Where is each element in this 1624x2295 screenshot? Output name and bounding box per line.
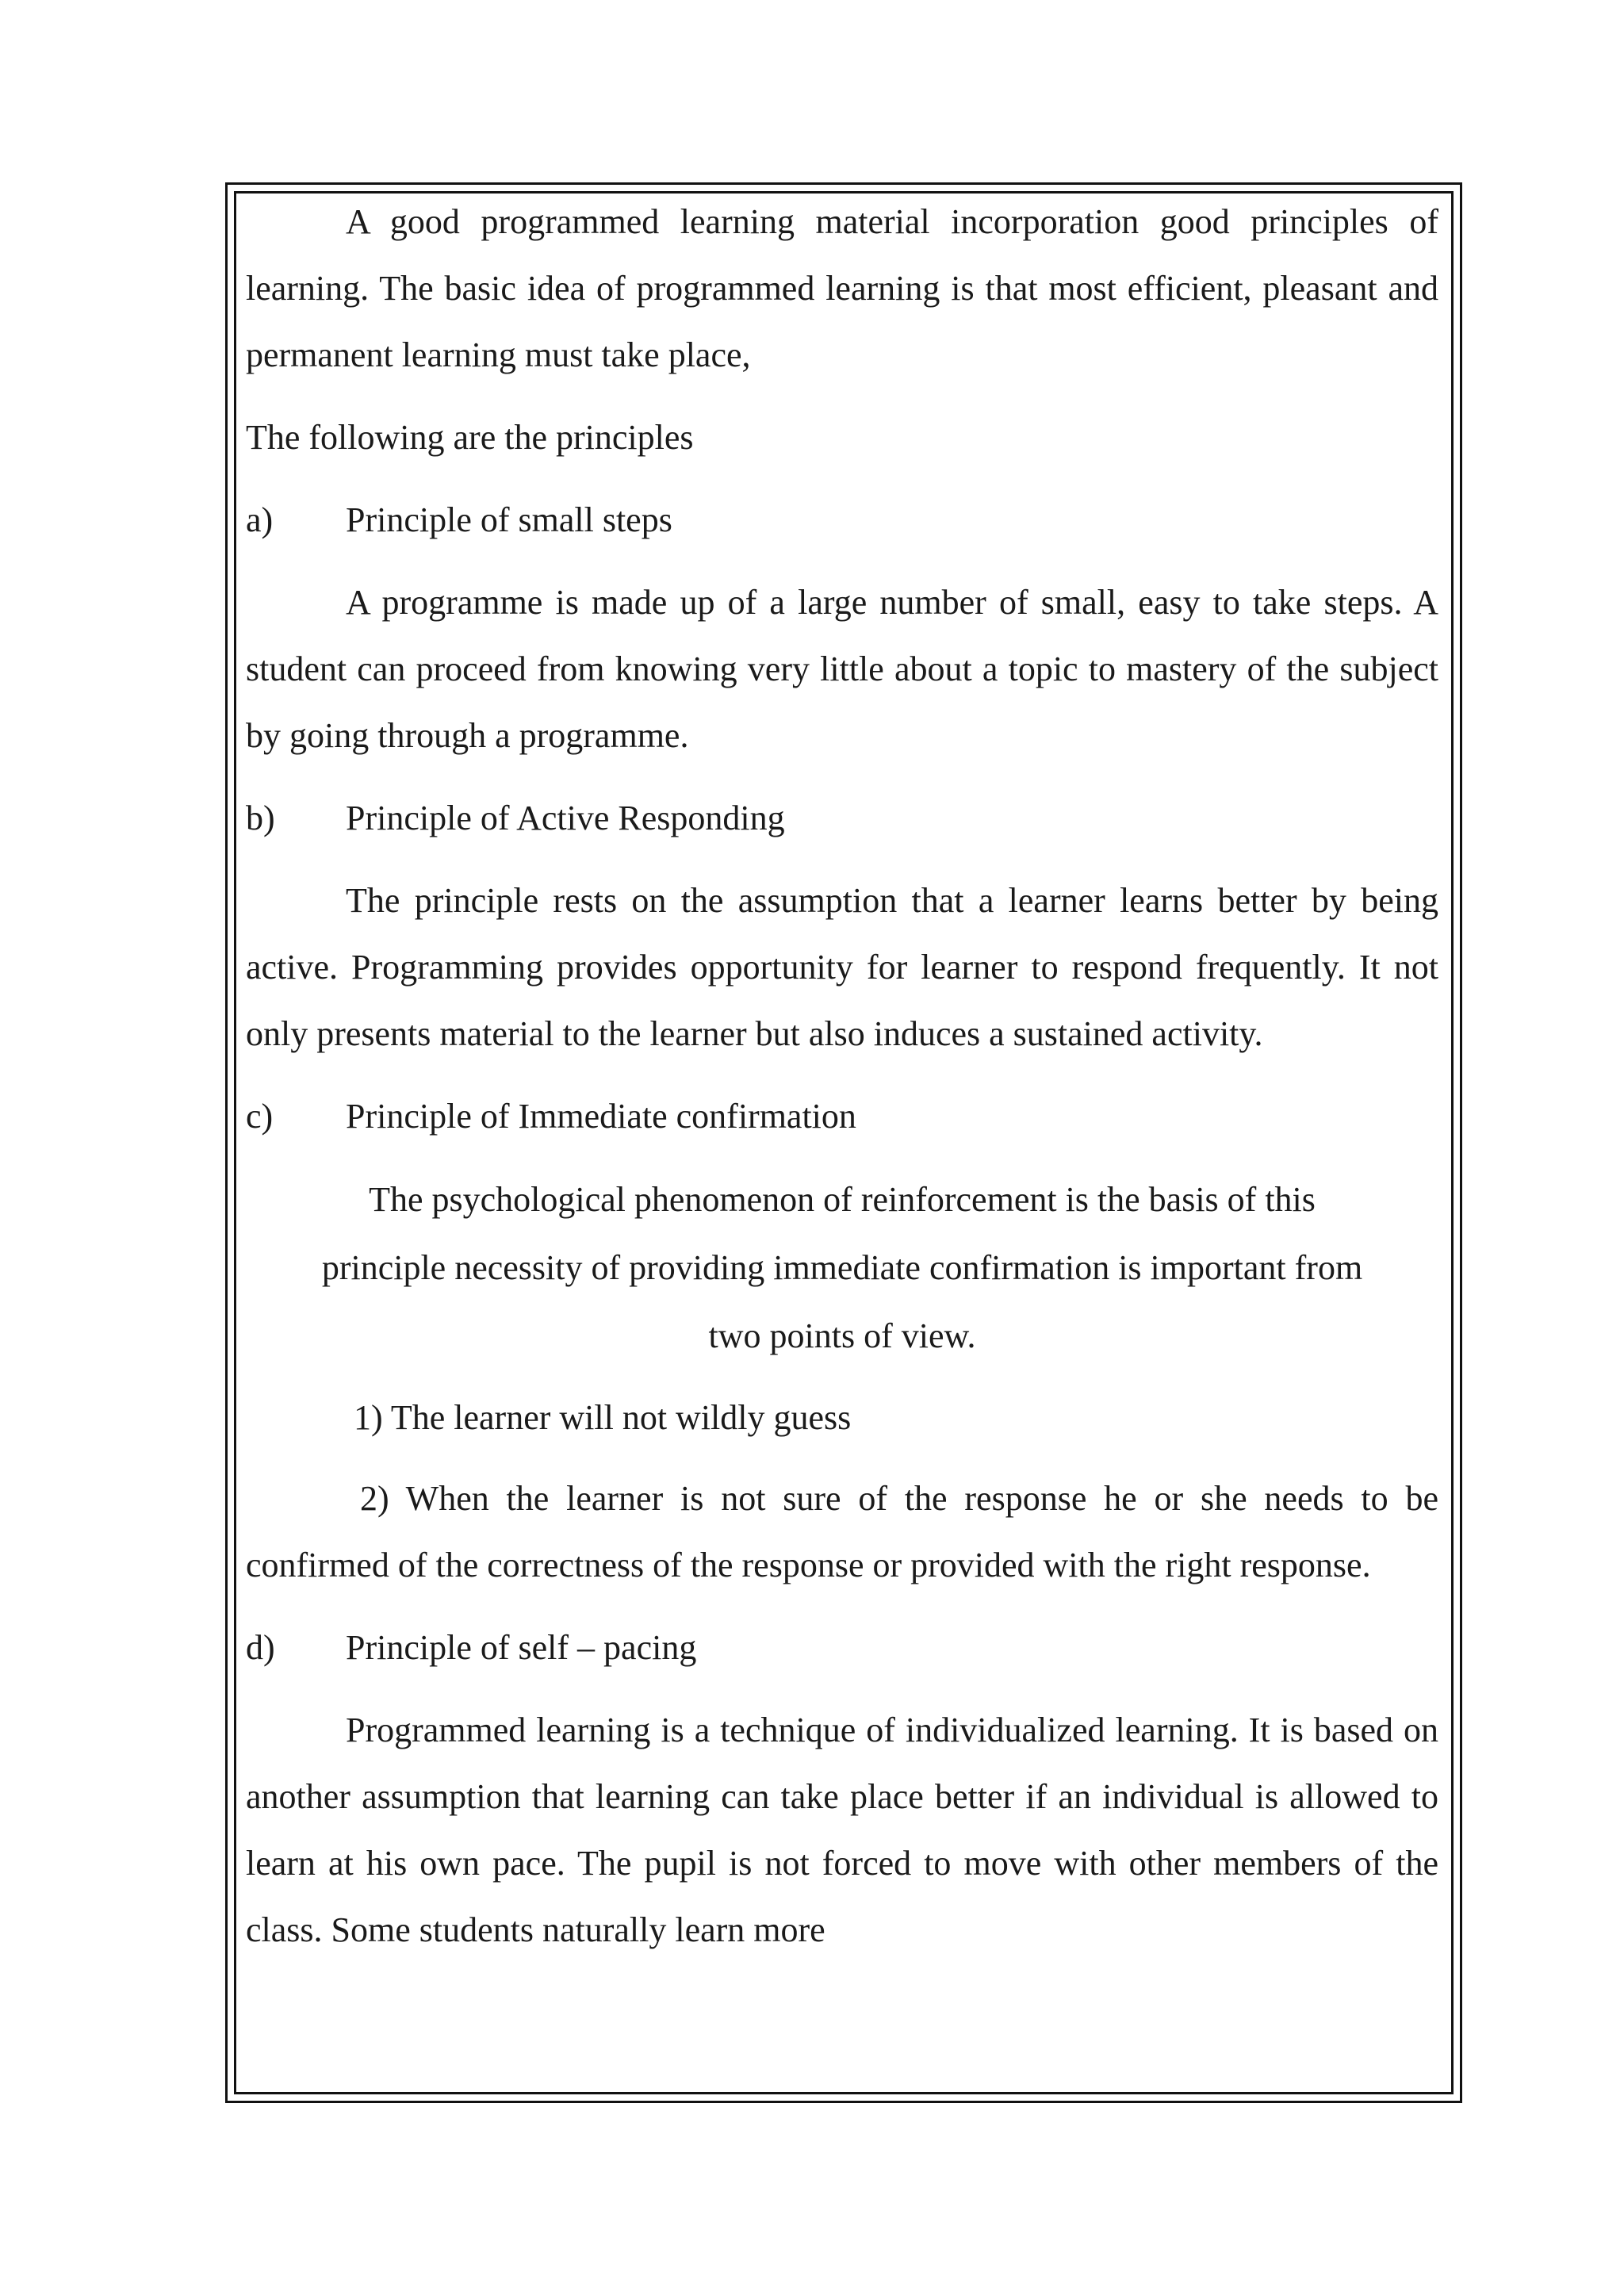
principle-a-heading <box>246 487 1438 554</box>
principles-lead: The following are the principles <box>246 418 694 457</box>
intro-paragraph: A good programmed learning material incorporation good principles of learning. The basic idea of programmed learning is that most efficient, pleasant and permanent learning must take place, <box>246 202 1438 374</box>
principle-d-body: Programmed learning is a technique of individualized learning. It is based on another assumption that learning can take place better if an individual is allowed to learn at his own pace. The pupil is not forced to move with other members of the class. Some students naturally learn more <box>246 1711 1438 1949</box>
principle-b-heading <box>246 785 1438 852</box>
principle-heading: Principle of Immediate confirmation <box>346 1097 856 1136</box>
list-marker: d) <box>246 1628 275 1667</box>
principle-c-point-1: 1) The learner will not wildly guess <box>354 1398 852 1437</box>
principle-c-body-line: The psychological phenomenon of reinforcement is the basis of this <box>369 1180 1316 1219</box>
principle-d-heading <box>246 1615 1438 1681</box>
list-marker: c) <box>246 1097 274 1136</box>
principle-c-heading <box>246 1083 1438 1150</box>
principle-c-body-line: two points of view. <box>708 1316 976 1355</box>
principle-heading: Principle of self – pacing <box>346 1628 697 1667</box>
list-marker: b) <box>246 799 275 837</box>
principle-c-body-line: principle necessity of providing immediate confirmation is important from <box>321 1248 1363 1287</box>
principle-c-body <box>246 1166 1438 1370</box>
principle-heading: Principle of small steps <box>346 500 672 539</box>
document-body <box>246 189 1438 1964</box>
principle-heading: Principle of Active Responding <box>346 799 785 837</box>
principle-a-body: A programme is made up of a large number of small, easy to take steps. A student can proceed from knowing very little about a topic to mastery of the subject by going through a programme. <box>246 583 1438 755</box>
principle-b-body: The principle rests on the assumption that a learner learns better by being active. Programming provides opportunity for learner to respond frequently. It not only presents material to the learner but also induces a sustained activity. <box>246 881 1438 1053</box>
list-marker: a) <box>246 500 274 539</box>
principle-c-point-2: 2) When the learner is not sure of the response he or she needs to be confirmed of the correctness of the response or provided with the right response. <box>246 1479 1438 1584</box>
